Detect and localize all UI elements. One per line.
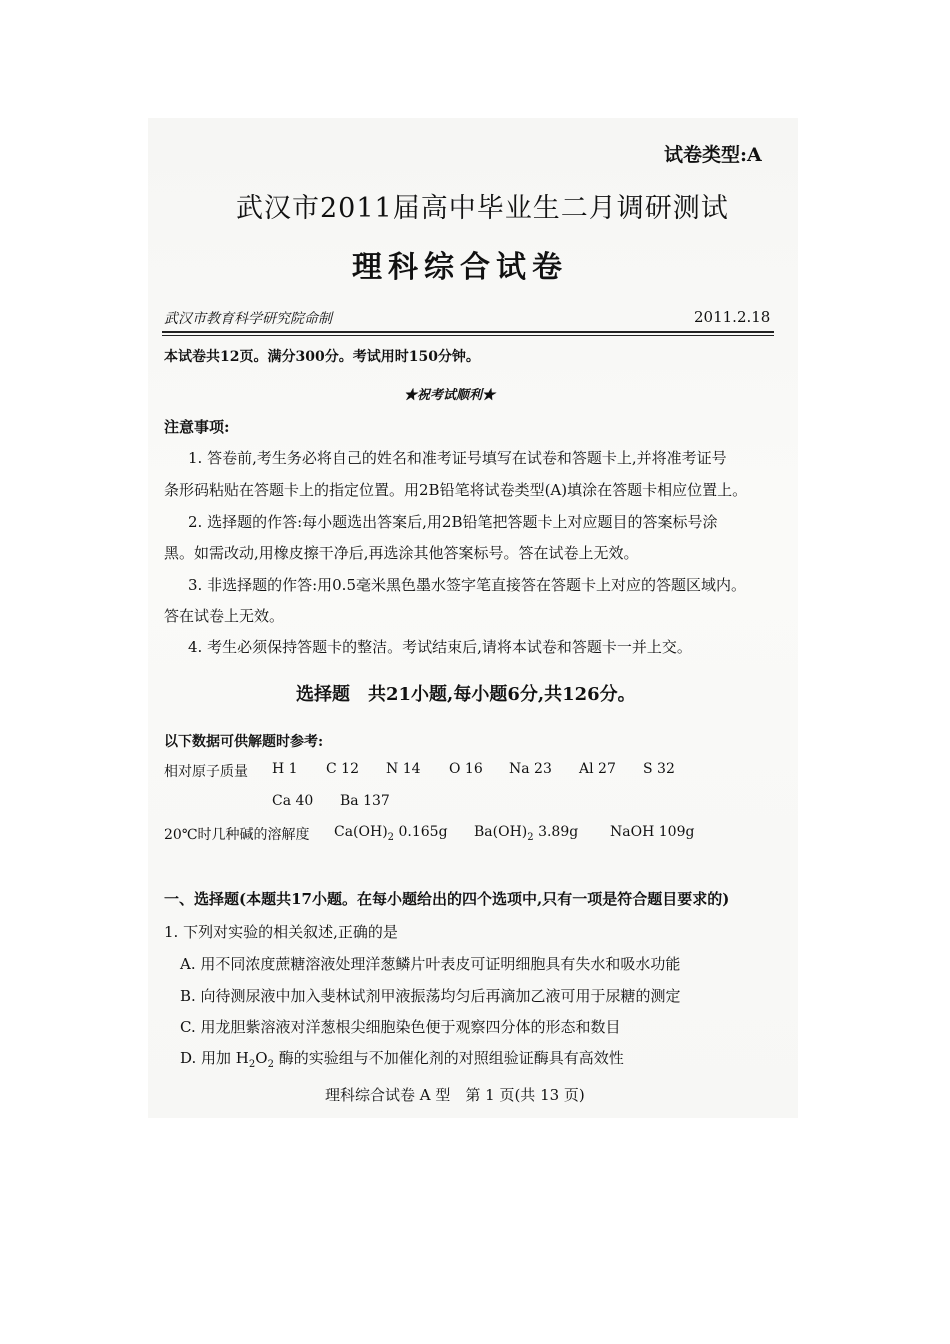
header-rule-thin	[162, 335, 774, 336]
reference-heading: 以下数据可供解题时参考:	[164, 734, 324, 750]
question-section-heading: 一、选择题(本题共17小题。在每小题给出的四个选项中,只有一项是符合题目要求的)	[164, 890, 730, 908]
atomic-mass: Ba 137	[340, 793, 390, 809]
exam-date: 2011.2.18	[694, 308, 771, 326]
atomic-mass: Na 23	[509, 761, 552, 777]
solubility-item	[334, 824, 448, 843]
notice-line: 2. 选择题的作答:每小题选出答案后,用2B铅笔把答题卡上对应题目的答案标号涂	[188, 513, 718, 531]
page-footer: 理科综合试卷 A 型 第 1 页(共 13 页)	[325, 1086, 585, 1104]
atomic-mass: Ca 40	[272, 793, 314, 809]
atomic-mass: S 32	[643, 761, 675, 777]
atomic-mass: C 12	[326, 761, 359, 777]
formula: Ba(OH)	[474, 824, 528, 840]
formula: NaOH	[610, 824, 655, 840]
solubility-item	[610, 824, 694, 840]
organization: 武汉市教育科学研究院命制	[164, 311, 332, 327]
solubility-value: 0.165g	[398, 824, 448, 840]
option-d-mid: O	[255, 1049, 268, 1067]
atomic-mass: O 16	[449, 761, 483, 777]
atomic-mass: Al 27	[579, 761, 616, 777]
question-option-b: B. 向待测尿液中加入斐林试剂甲液振荡均匀后再滴加乙液可用于尿糖的测定	[180, 987, 681, 1005]
intro-text: 本试卷共12页。满分300分。考试用时150分钟。	[164, 349, 480, 365]
question-option-c: C. 用龙胆紫溶液对洋葱根尖细胞染色便于观察四分体的形态和数目	[180, 1018, 621, 1036]
notice-line: 4. 考生必须保持答题卡的整洁。考试结束后,请将本试卷和答题卡一并上交。	[188, 638, 692, 656]
formula: Ca(OH)	[334, 824, 388, 840]
notice-line: 1. 答卷前,考生务必将自己的姓名和准考证号填写在试卷和答题卡上,并将准考证号	[188, 449, 727, 467]
question-option-a: A. 用不同浓度蔗糖溶液处理洋葱鳞片叶表皮可证明细胞具有失水和吸水功能	[180, 955, 681, 973]
atomic-mass: N 14	[386, 761, 421, 777]
notice-line: 答在试卷上无效。	[164, 607, 285, 625]
formula-subscript: 2	[267, 1059, 274, 1070]
formula-subscript: 2	[248, 1059, 256, 1070]
atomic-mass-label: 相对原子质量	[164, 764, 248, 780]
section-title: 选择题 共21小题,每小题6分,共126分。	[296, 684, 636, 705]
question-option-d	[180, 1047, 624, 1070]
notice-line: 黑。如需改动,用橡皮擦干净后,再选涂其他答案标号。答在试卷上无效。	[164, 544, 639, 562]
notice-heading: 注意事项:	[164, 418, 230, 436]
exam-subject-title: 理科综合试卷	[352, 250, 568, 285]
formula-subscript: 2	[387, 831, 395, 843]
notice-line: 3. 非选择题的作答:用0.5毫米黑色墨水签字笔直接答在答题卡上对应的答题区域内。	[188, 576, 746, 594]
option-d-suffix: 酶的实验组与不加催化剂的对照组验证酶具有高效性	[273, 1049, 624, 1067]
paper-type: 试卷类型:A	[664, 144, 762, 166]
notice-line: 条形码粘贴在答题卡上的指定位置。用2B铅笔将试卷类型(A)填涂在答题卡相应位置上。	[164, 481, 748, 499]
formula-subscript: 2	[527, 831, 534, 843]
atomic-mass: H 1	[272, 761, 298, 777]
solubility-value: 109g	[658, 824, 695, 840]
solubility-value: 3.89g	[538, 824, 579, 840]
question-stem: 1. 下列对实验的相关叙述,正确的是	[164, 923, 398, 941]
option-d-prefix: D. 用加 H	[180, 1049, 249, 1067]
solubility-item	[474, 824, 578, 843]
good-luck-text: ★祝考试顺利★	[404, 388, 496, 403]
solubility-label: 20℃时几种碱的溶解度	[164, 827, 310, 843]
header-rule-thick	[162, 331, 774, 333]
exam-title: 武汉市2011届高中毕业生二月调研测试	[236, 193, 729, 224]
